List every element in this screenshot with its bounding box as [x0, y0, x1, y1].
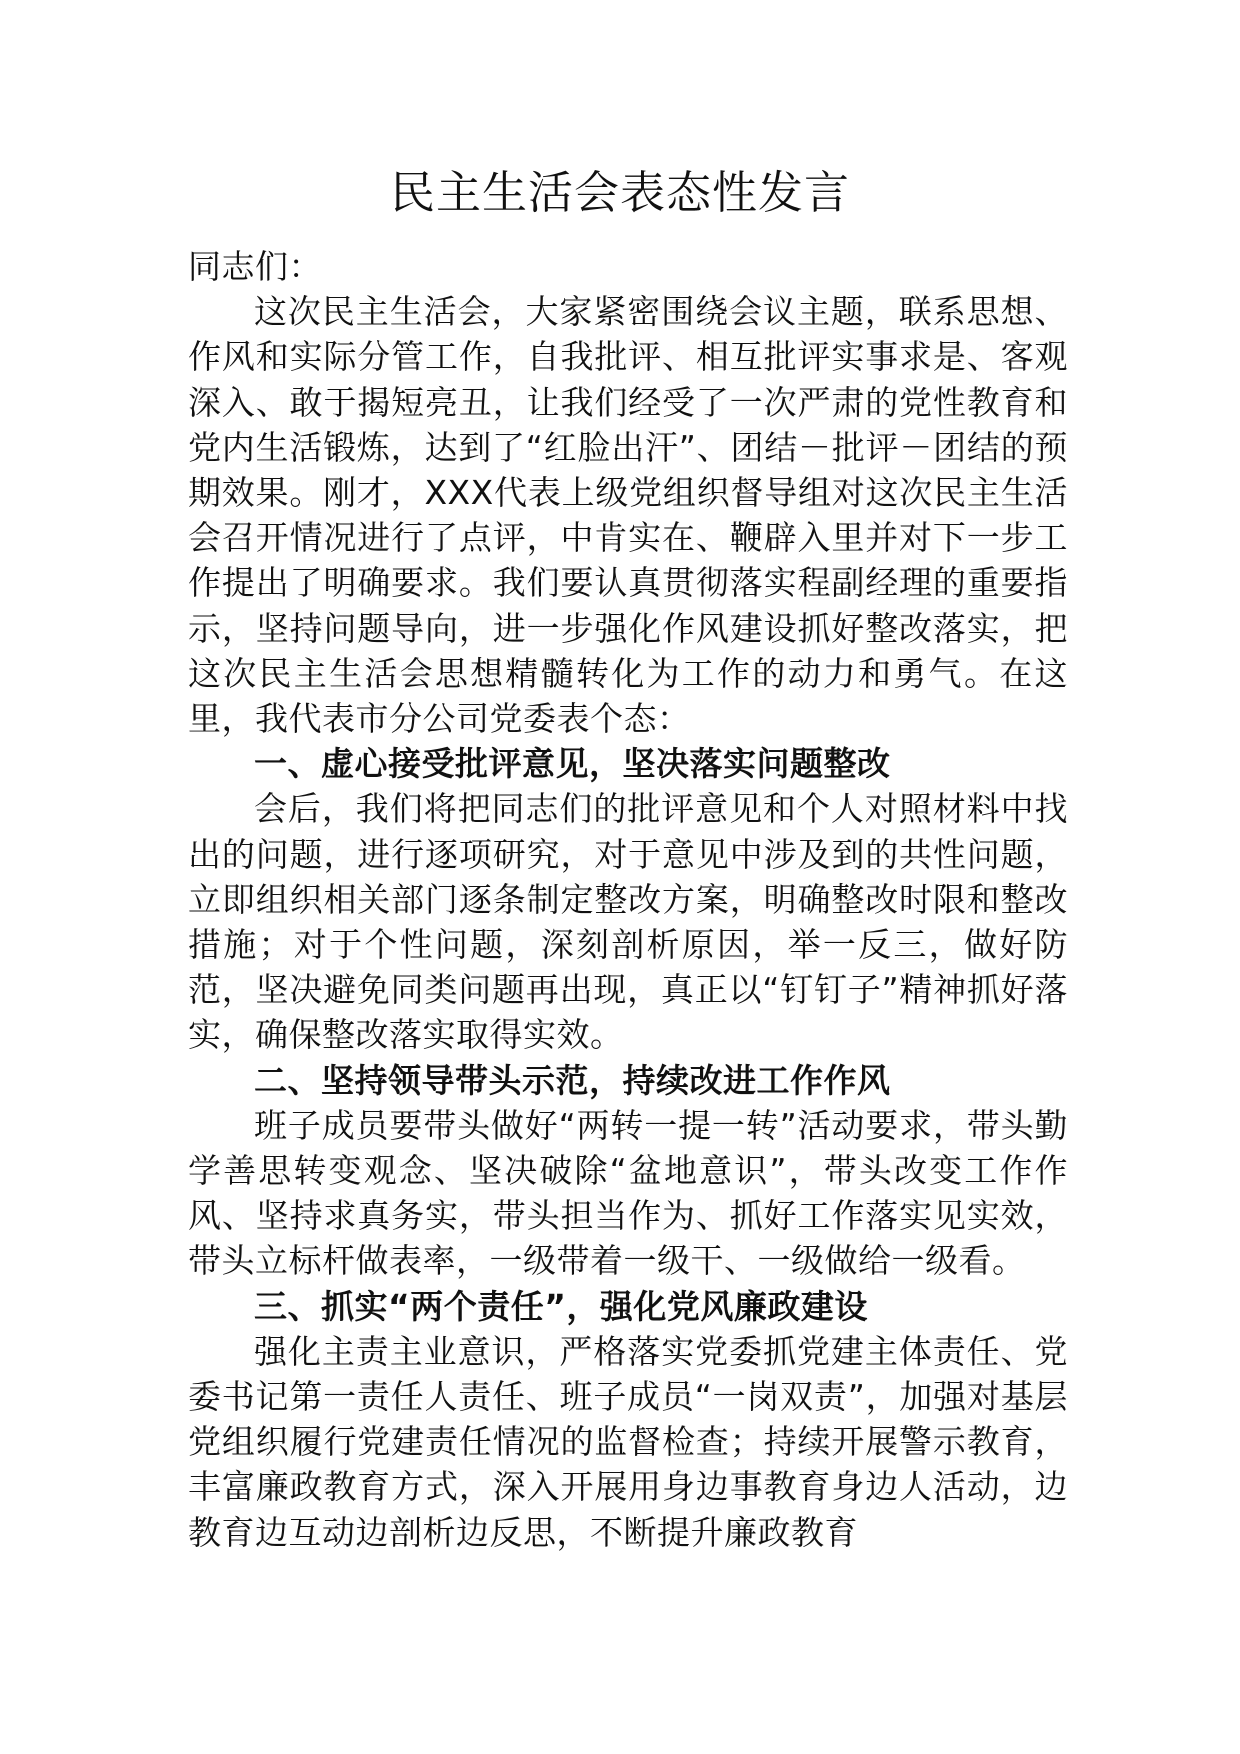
paragraph-intro: 这次民主生活会，大家紧密围绕会议主题，联系思想、作风和实际分管工作，自我批评、相互批评实事求是、客观深入、敢于揭短亮丑，让我们经受了一次严肃的党性教育和党内生活锻炼，达到了“红脸出汗”、团结－批评－团结的预期效果。刚才，XXX代表上级党组织督导组对这次民主生活会召开情况进行了点评，中肯实在、鞭辟入里并对下一步工作提出了明确要求。我们要认真贯彻落实程副经理的重要指示，坚持问题导向，进一步强化作风建设抓好整改落实，把这次民主生活会思想精髓转化为工作的动力和勇气。在这里，我代表市分公司党委表个态： — [188, 292, 1068, 739]
paragraph-section-1: 会后，我们将把同志们的批评意见和个人对照材料中找出的问题，进行逐项研究，对于意见中涉及到的共性问题，立即组织相关部门逐条制定整改方案，明确整改时限和整改措施；对于个性问题，深刻剖析原因，举一反三，做好防范，坚决避免同类问题再出现，真正以“钉钉子”精神抓好落实，确保整改落实取得实效。 — [188, 789, 1068, 1055]
document-body — [188, 244, 1068, 1555]
document-title: 民主生活会表态性发言 — [389, 166, 850, 219]
salutation: 同志们： — [188, 247, 322, 286]
section-heading-3: 三、抓实“两个责任”，强化党风廉政建设 — [254, 1286, 868, 1326]
section-heading-1: 一、虚心接受批评意见，坚决落实问题整改 — [254, 744, 891, 784]
paragraph-section-2: 班子成员要带头做好“两转一提一转”活动要求，带头勤学善思转变观念、坚决破除“盆地意识”，带头改变工作作风、坚持求真务实，带头担当作为、抓好工作落实见实效，带头立标杆做表率，一级带着一级干、一级做给一级看。 — [188, 1105, 1068, 1281]
section-heading-2: 二、坚持领导带头示范，持续改进工作作风 — [254, 1060, 891, 1100]
paragraph-section-3: 强化主责主业意识，严格落实党委抓党建主体责任、党委书记第一责任人责任、班子成员“一岗双责”，加强对基层党组织履行党建责任情况的监督检查；持续开展警示教育，丰富廉政教育方式，深入开展用身边事教育身边人活动，边教育边互动边剖析边反思，不断提升廉政教育 — [188, 1331, 1068, 1552]
